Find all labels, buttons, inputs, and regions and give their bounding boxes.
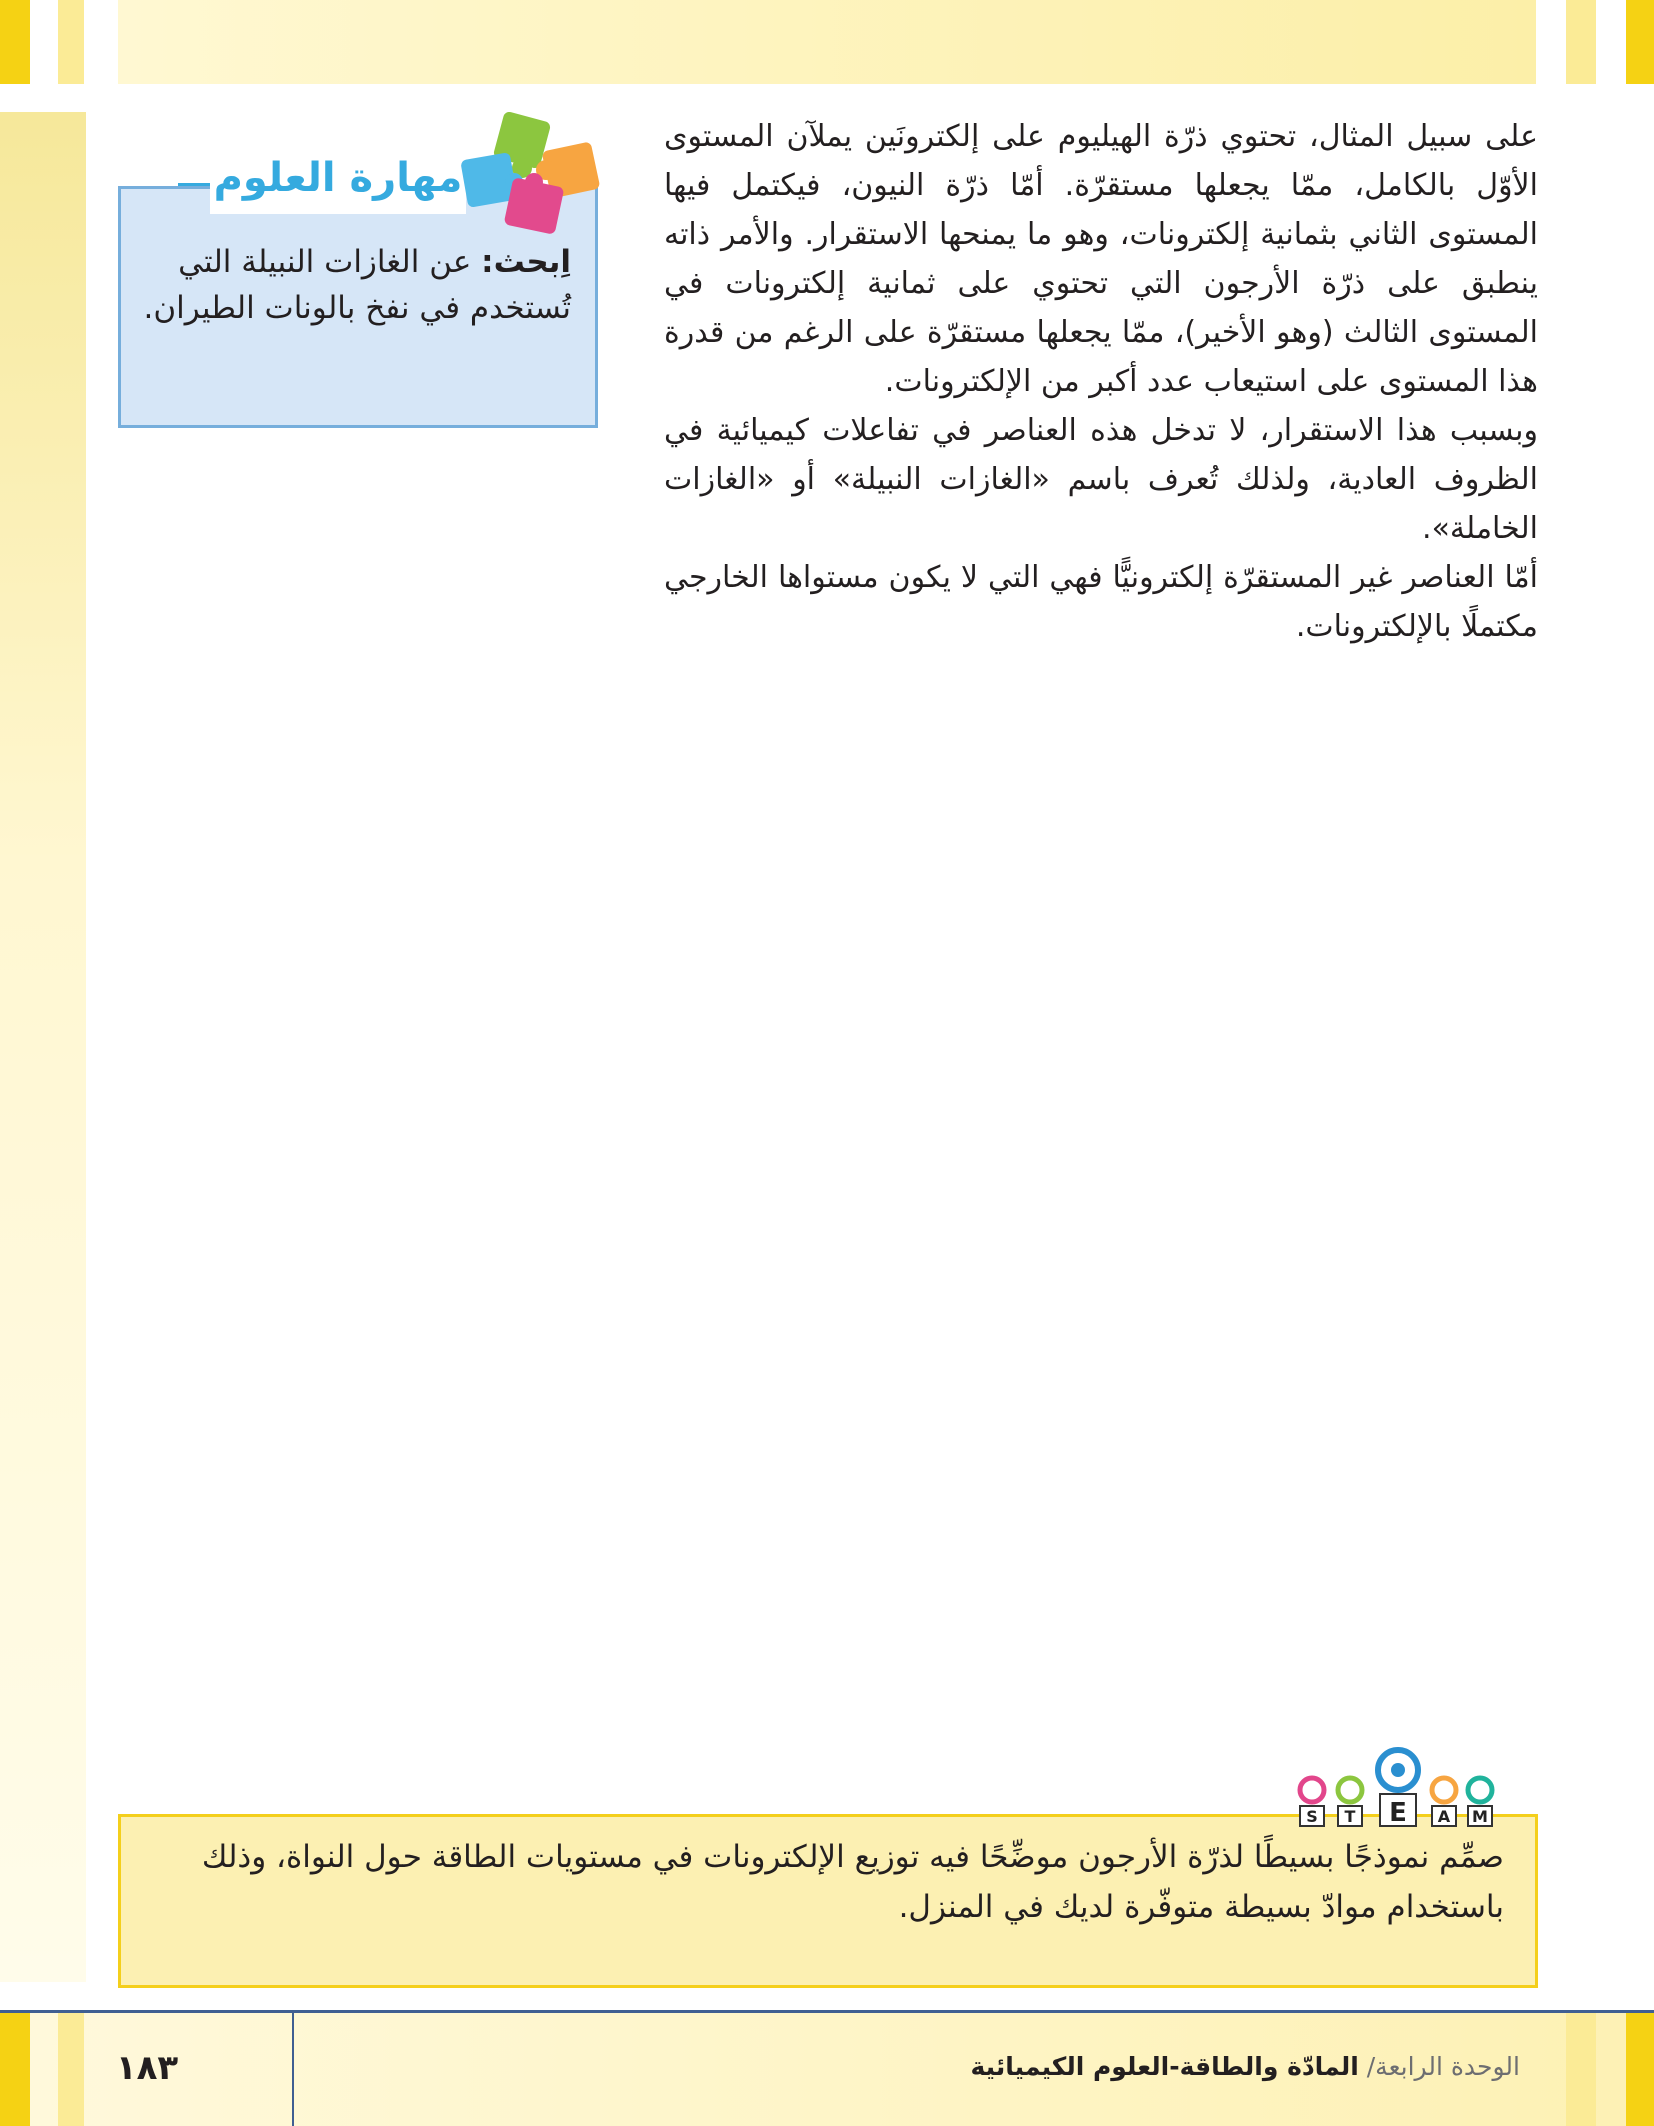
skill-title-dash — [178, 183, 212, 186]
skill-title: مهارة العلوم — [210, 142, 466, 214]
page-number: ١٨٣ — [115, 2048, 179, 2088]
top-left-stripe-pale — [58, 0, 84, 84]
bottom-right-stripe — [1626, 2013, 1654, 2126]
footer-unit-title: المادّة والطاقة-العلوم الكيميائية — [970, 2052, 1359, 2081]
steam-letter-a: A — [1437, 1807, 1451, 1826]
article-paragraph-2: وبسبب هذا الاستقرار، لا تدخل هذه العناصر في تفاعلات كيميائية في الظروف العادية، ولذلك تُعرف باسم «الغازات النبيلة» أو «الغازات الخاملة». — [664, 413, 1538, 546]
puzzle-icon — [456, 112, 612, 238]
footer-divider-line — [0, 2010, 1654, 2013]
steam-logo — [1296, 1746, 1502, 1828]
skill-text: عن الغازات النبيلة التي تُستخدم في نفخ بالونات الطيران. — [143, 244, 571, 326]
top-right-stripe-pale — [1566, 0, 1596, 84]
footer-vertical-separator — [292, 2013, 294, 2126]
top-decorative-band — [118, 0, 1536, 84]
article-body — [664, 112, 1538, 651]
top-right-stripe — [1626, 0, 1654, 84]
steam-letter-t: T — [1344, 1807, 1356, 1826]
article-paragraph-1: على سبيل المثال، تحتوي ذرّة الهيليوم على إلكترونَين يملآن المستوى الأوّل بالكامل، ممّا يجعلها مستقرّة. أمّا ذرّة النيون، فيكتمل فيها المستوى الثاني بثمانية إلكترونات، وهو ما يمنحها الاستقرار. والأمر ذاته ينطبق على ذرّة الأرجون التي تحتوي على ثمانية إلكترونات في المستوى الثالث (وهو الأخير)، ممّا يجعلها مستقرّة على الرغم من قدرة هذا المستوى على استيعاب عدد أكبر من الإلكترونات. — [664, 119, 1538, 399]
steam-letter-e: E — [1389, 1798, 1407, 1828]
left-decorative-band — [0, 112, 86, 1982]
bottom-left-stripe — [0, 2013, 30, 2126]
bottom-right-stripe-pale — [1566, 2013, 1596, 2126]
footer-unit: الوحدة الرابعة/ — [1358, 2052, 1520, 2081]
steam-letter-m: M — [1472, 1807, 1488, 1826]
bottom-left-stripe-pale — [58, 2013, 84, 2126]
steam-activity-text: صمِّم نموذجًا بسيطًا لذرّة الأرجون موضِّحًا فيه توزيع الإلكترونات في مستويات الطاقة حول النواة، وذلك باستخدام موادّ بسيطة متوفّرة لديك في المنزل. — [201, 1839, 1504, 1925]
footer-title — [760, 2052, 1520, 2081]
skill-label: اِبحث: — [481, 244, 571, 280]
steam-letter-s: S — [1306, 1807, 1318, 1826]
article-paragraph-3: أمّا العناصر غير المستقرّة إلكترونيًّا فهي التي لا يكون مستواها الخارجي مكتملًا بالإلكترونات. — [664, 560, 1538, 644]
top-left-stripe — [0, 0, 30, 84]
